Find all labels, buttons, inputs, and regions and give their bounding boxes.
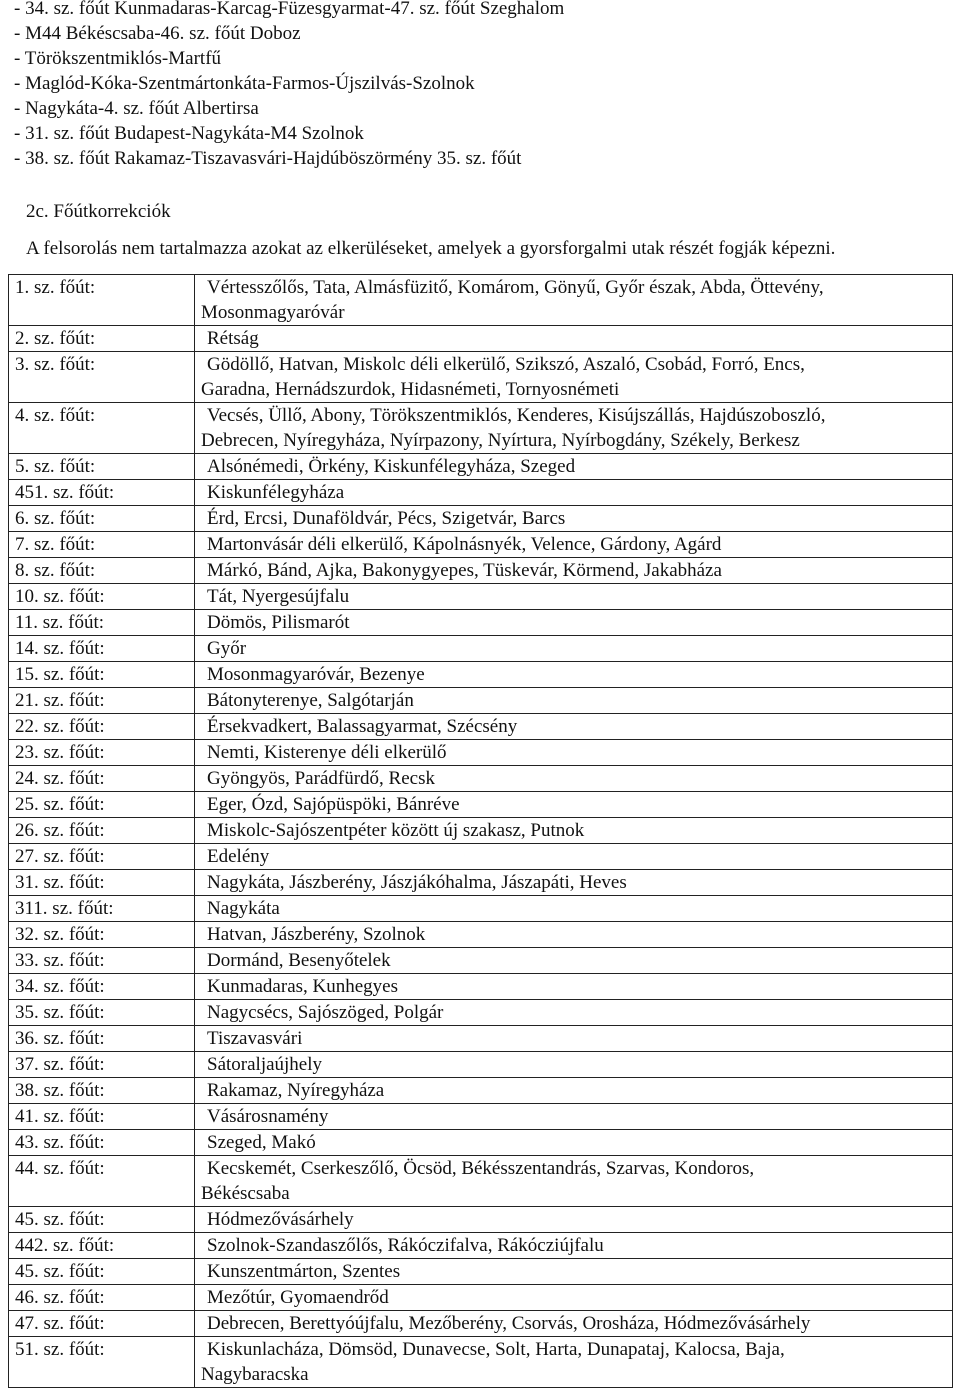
road-places-line: Nemti, Kisterenye déli elkerülő	[207, 742, 447, 763]
road-places-cell	[195, 275, 953, 326]
table-row	[9, 403, 953, 454]
road-places-line: Rakamaz, Nyíregyháza	[207, 1080, 385, 1101]
road-places-cell	[195, 506, 953, 532]
road-places-cell	[195, 1104, 953, 1130]
table-row	[9, 532, 953, 558]
road-number-cell: 47. sz. főút:	[9, 1311, 195, 1337]
road-places-cell	[195, 1311, 953, 1337]
road-places-line: Tiszavasvári	[207, 1028, 303, 1049]
table-row	[9, 662, 953, 688]
road-places-cell	[195, 1078, 953, 1104]
road-places-line: Kecskemét, Cserkeszőlő, Öcsöd, Békésszentandrás, Szarvas, Kondoros,	[207, 1158, 755, 1179]
road-number-cell: 31. sz. főút:	[9, 870, 195, 896]
table-row	[9, 844, 953, 870]
bullet-item: - 38. sz. főút Rakamaz-Tiszavasvári-Hajdúböszörmény 35. sz. főút	[14, 148, 522, 169]
road-number-cell: 27. sz. főút:	[9, 844, 195, 870]
road-table	[8, 274, 953, 1388]
road-places-cell	[195, 1000, 953, 1026]
road-table-body	[9, 275, 953, 1388]
road-number-cell: 14. sz. főút:	[9, 636, 195, 662]
road-places-line: Hódmezővásárhely	[207, 1209, 354, 1230]
road-number-cell: 36. sz. főút:	[9, 1026, 195, 1052]
road-places-line: Rétság	[207, 328, 259, 349]
road-places-cell	[195, 1052, 953, 1078]
road-number-cell: 8. sz. főút:	[9, 558, 195, 584]
table-row	[9, 818, 953, 844]
table-row	[9, 1104, 953, 1130]
table-row	[9, 480, 953, 506]
road-number-cell: 10. sz. főút:	[9, 584, 195, 610]
road-places-line: Szeged, Makó	[207, 1132, 316, 1153]
road-places-cell	[195, 1156, 953, 1207]
road-number-cell: 25. sz. főút:	[9, 792, 195, 818]
road-number-cell: 3. sz. főút:	[9, 352, 195, 403]
road-places-line: Érd, Ercsi, Dunaföldvár, Pécs, Szigetvár, Barcs	[207, 508, 566, 529]
road-number-cell: 11. sz. főút:	[9, 610, 195, 636]
road-number-cell: 23. sz. főút:	[9, 740, 195, 766]
road-number-cell: 44. sz. főút:	[9, 1156, 195, 1207]
road-places-cell	[195, 1337, 953, 1388]
road-places-line: Kiskunlacháza, Dömsöd, Dunavecse, Solt, Harta, Dunapataj, Kalocsa, Baja,	[207, 1339, 785, 1360]
table-row	[9, 584, 953, 610]
table-row	[9, 714, 953, 740]
road-number-cell: 32. sz. főút:	[9, 922, 195, 948]
road-number-cell: 22. sz. főút:	[9, 714, 195, 740]
table-row	[9, 506, 953, 532]
bullet-item: - Nagykáta-4. sz. főút Albertirsa	[14, 98, 259, 119]
road-places-line: Gödöllő, Hatvan, Miskolc déli elkerülő, Szikszó, Aszaló, Csobád, Forró, Encs,	[207, 354, 805, 375]
road-places-cell	[195, 454, 953, 480]
table-row	[9, 922, 953, 948]
road-number-cell: 34. sz. főút:	[9, 974, 195, 1000]
road-places-line: Mosonmagyaróvár, Bezenye	[207, 664, 425, 685]
road-places-cell	[195, 1130, 953, 1156]
bullet-item: - 34. sz. főút Kunmadaras-Karcag-Füzesgyarmat-47. sz. főút Szeghalom	[14, 0, 565, 19]
road-number-cell: 4. sz. főút:	[9, 403, 195, 454]
road-places-line: Vecsés, Üllő, Abony, Törökszentmiklós, Kenderes, Kisújszállás, Hajdúszoboszló,	[207, 405, 826, 426]
road-places-cell	[195, 1207, 953, 1233]
table-row	[9, 558, 953, 584]
road-places-line: Tát, Nyergesújfalu	[207, 586, 350, 607]
road-places-cell	[195, 1285, 953, 1311]
road-places-line: Alsónémedi, Örkény, Kiskunfélegyháza, Szeged	[207, 456, 576, 477]
road-places-cell	[195, 896, 953, 922]
road-places-cell	[195, 480, 953, 506]
road-number-cell: 41. sz. főút:	[9, 1104, 195, 1130]
road-places-cell	[195, 948, 953, 974]
road-places-line: Edelény	[207, 846, 270, 867]
table-row	[9, 1233, 953, 1259]
road-places-line: Garadna, Hernádszurdok, Hidasnémeti, Tornyosnémeti	[201, 379, 620, 400]
road-places-line: Eger, Ózd, Sajópüspöki, Bánréve	[207, 794, 460, 815]
table-row	[9, 688, 953, 714]
road-places-line: Nagycsécs, Sajószöged, Polgár	[207, 1002, 444, 1023]
bullet-list	[14, 0, 564, 171]
table-row	[9, 275, 953, 326]
road-places-line: Kunmadaras, Kunhegyes	[207, 976, 399, 997]
road-places-line: Sátoraljaújhely	[207, 1054, 323, 1075]
table-row	[9, 896, 953, 922]
table-row	[9, 1000, 953, 1026]
table-row	[9, 1259, 953, 1285]
road-places-cell	[195, 352, 953, 403]
road-places-line: Békéscsaba	[201, 1183, 290, 1204]
table-row	[9, 1207, 953, 1233]
road-places-line: Martonvásár déli elkerülő, Kápolnásnyék, Velence, Gárdony, Agárd	[207, 534, 722, 555]
road-number-cell: 33. sz. főút:	[9, 948, 195, 974]
table-row	[9, 1078, 953, 1104]
road-places-cell	[195, 688, 953, 714]
road-places-line: Mezőtúr, Gyomaendrőd	[207, 1287, 389, 1308]
road-places-cell	[195, 740, 953, 766]
road-number-cell: 7. sz. főút:	[9, 532, 195, 558]
table-row	[9, 326, 953, 352]
section-note: A felsorolás nem tartalmazza azokat az elkerüléseket, amelyek a gyorsforgalmi utak részét fogják képezni.	[26, 238, 836, 259]
road-number-cell: 2. sz. főút:	[9, 326, 195, 352]
road-number-cell: 451. sz. főút:	[9, 480, 195, 506]
road-places-line: Dormánd, Besenyőtelek	[207, 950, 391, 971]
road-places-line: Hatvan, Jászberény, Szolnok	[207, 924, 426, 945]
road-places-line: Mosonmagyaróvár	[201, 302, 345, 323]
road-places-cell	[195, 558, 953, 584]
road-places-line: Vásárosnamény	[207, 1106, 329, 1127]
road-places-cell	[195, 844, 953, 870]
road-places-cell	[195, 636, 953, 662]
table-row	[9, 1311, 953, 1337]
road-number-cell: 37. sz. főút:	[9, 1052, 195, 1078]
road-number-cell: 45. sz. főút:	[9, 1207, 195, 1233]
table-row	[9, 948, 953, 974]
road-places-cell	[195, 326, 953, 352]
road-places-line: Szolnok-Szandaszőlős, Rákóczifalva, Rákócziújfalu	[207, 1235, 604, 1256]
table-row	[9, 1130, 953, 1156]
table-row	[9, 870, 953, 896]
road-number-cell: 26. sz. főút:	[9, 818, 195, 844]
road-places-line: Győr	[207, 638, 247, 659]
road-number-cell: 38. sz. főút:	[9, 1078, 195, 1104]
road-places-cell	[195, 974, 953, 1000]
bullet-item: - Maglód-Kóka-Szentmártonkáta-Farmos-Újszilvás-Szolnok	[14, 73, 475, 94]
road-number-cell: 24. sz. főút:	[9, 766, 195, 792]
road-number-cell: 45. sz. főút:	[9, 1259, 195, 1285]
road-places-cell	[195, 792, 953, 818]
road-places-cell	[195, 1026, 953, 1052]
table-row	[9, 792, 953, 818]
road-number-cell: 51. sz. főút:	[9, 1337, 195, 1388]
road-places-line: Nagykáta	[207, 898, 280, 919]
bullet-item: - Törökszentmiklós-Martfű	[14, 48, 222, 69]
road-places-line: Érsekvadkert, Balassagyarmat, Szécsény	[207, 716, 518, 737]
road-places-cell	[195, 766, 953, 792]
road-number-cell: 46. sz. főút:	[9, 1285, 195, 1311]
road-places-cell	[195, 1259, 953, 1285]
road-places-cell	[195, 922, 953, 948]
road-places-cell	[195, 532, 953, 558]
table-row	[9, 1052, 953, 1078]
road-number-cell: 6. sz. főút:	[9, 506, 195, 532]
road-places-line: Gyöngyös, Parádfürdő, Recsk	[207, 768, 435, 789]
road-number-cell: 43. sz. főút:	[9, 1130, 195, 1156]
road-places-cell	[195, 870, 953, 896]
section-title: 2c. Főútkorrekciók	[26, 201, 171, 222]
road-places-line: Debrecen, Berettyóújfalu, Mezőberény, Csorvás, Orosháza, Hódmezővásárhely	[207, 1313, 811, 1334]
table-row	[9, 610, 953, 636]
road-number-cell: 5. sz. főút:	[9, 454, 195, 480]
table-row	[9, 1026, 953, 1052]
road-number-cell: 21. sz. főút:	[9, 688, 195, 714]
road-number-cell: 442. sz. főút:	[9, 1233, 195, 1259]
road-places-cell	[195, 818, 953, 844]
road-places-cell	[195, 1233, 953, 1259]
road-places-line: Debrecen, Nyíregyháza, Nyírpazony, Nyírtura, Nyírbogdány, Székely, Berkesz	[201, 430, 800, 451]
road-places-line: Nagykáta, Jászberény, Jászjákóhalma, Jászapáti, Heves	[207, 872, 627, 893]
table-row	[9, 1285, 953, 1311]
road-number-cell: 15. sz. főút:	[9, 662, 195, 688]
bullet-item: - M44 Békéscsaba-46. sz. főút Doboz	[14, 23, 301, 44]
road-number-cell: 311. sz. főút:	[9, 896, 195, 922]
table-row	[9, 636, 953, 662]
road-places-line: Miskolc-Sajószentpéter között új szakasz, Putnok	[207, 820, 585, 841]
road-places-cell	[195, 584, 953, 610]
table-row	[9, 1337, 953, 1388]
road-places-line: Kunszentmárton, Szentes	[207, 1261, 401, 1282]
road-number-cell: 1. sz. főút:	[9, 275, 195, 326]
road-places-line: Bátonyterenye, Salgótarján	[207, 690, 414, 711]
road-places-line: Dömös, Pilismarót	[207, 612, 350, 633]
road-places-cell	[195, 610, 953, 636]
table-row	[9, 454, 953, 480]
road-places-line: Márkó, Bánd, Ajka, Bakonygyepes, Tüskevár, Körmend, Jakabháza	[207, 560, 722, 581]
table-row	[9, 766, 953, 792]
table-row	[9, 974, 953, 1000]
bullet-item: - 31. sz. főút Budapest-Nagykáta-M4 Szolnok	[14, 123, 364, 144]
road-number-cell: 35. sz. főút:	[9, 1000, 195, 1026]
road-places-line: Nagybaracska	[201, 1364, 309, 1385]
table-row	[9, 352, 953, 403]
table-row	[9, 740, 953, 766]
road-places-line: Kiskunfélegyháza	[207, 482, 345, 503]
table-row	[9, 1156, 953, 1207]
road-places-cell	[195, 714, 953, 740]
road-places-line: Vértesszőlős, Tata, Almásfüzitő, Komárom, Gönyű, Győr észak, Abda, Öttevény,	[207, 277, 824, 298]
road-places-cell	[195, 403, 953, 454]
road-places-cell	[195, 662, 953, 688]
